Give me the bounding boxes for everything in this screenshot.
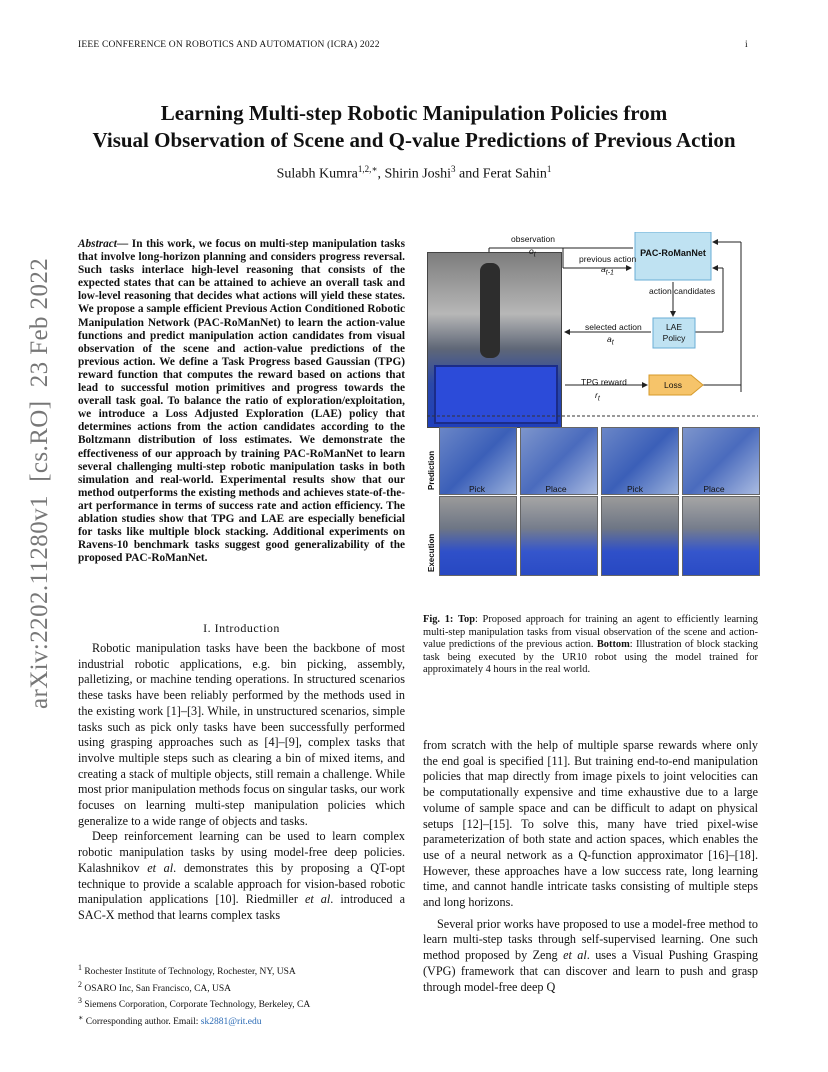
- author-affil: 1,2,∗: [357, 164, 378, 174]
- subscript: t: [533, 250, 536, 259]
- step-label: Place: [545, 484, 567, 494]
- text-run: . introduced a SAC-X method that learns complex tasks: [78, 892, 405, 922]
- author-affil: 3: [451, 164, 456, 174]
- abstract: [78, 238, 405, 565]
- execution-image: [520, 496, 598, 576]
- loss-label: Loss: [664, 380, 682, 390]
- text-run: Several prior works have proposed to use a model-free method to learn multi-step tasks through self-supervised learning. One such method proposed by Zeng: [423, 916, 758, 963]
- text-run: . uses a Visual Pushing Grasping (VPG) framework that can discover and learn to push and grasp through model-free deep Q: [423, 948, 759, 994]
- text-run: et al: [304, 892, 331, 907]
- abstract-text: — In this work, we focus on multi-step manipulation tasks that involve long-horizon planning and considers progress reversal. Such tasks interlace high-level reasoning that consists of the expected states that can be attained to achieve an overall task and low-level reasoning that decides what actions will yield these states. We propose a sample efficient Previous Action Conditioned Robotic Manipulation Network (PAC-RoManNet) to learn the action-value functions and predict manipulation action candidates from visual observation of the scene and action-value predictions of the previous action. We define a Task Progress based Gaussian (TPG) reward function that computes the reward based on actions that lead to successful motion primitives and progress towards the overall task goal. To balance the ratio of exploration/exploitation, we introduce a Loss Adjusted Exploration (LAE) policy that determines actions from the action candidates according to the Boltzmann distribution of loss estimates. We demonstrate the effectiveness of our approach by training PAC-RoManNet to learn several challenging multi-step robotic manipulation tasks in both simulation and real-world. Experimental results show that our method outperforms the existing methods and achieves state-of-the-art performance in terms of success rate and action efficiency. The ablation studies show that TPG and LAE are especially beneficial for tasks like multiple block stacking. Additional experiments on Ravens-10 benchmark tasks suggest good generalizability of the proposed PAC-RoManNet.: [78, 238, 405, 565]
- author-name: Sulabh Kumra: [276, 166, 358, 182]
- running-header: IEEE CONFERENCE ON ROBOTICS AND AUTOMATION (ICRA) 2022: [78, 40, 380, 50]
- footnote: [78, 1012, 405, 1029]
- execution-image: [601, 496, 679, 576]
- figure-1: [423, 232, 760, 608]
- execution-label: Execution: [427, 533, 436, 572]
- paragraph: from scratch with the help of multiple sparse rewards where only the end goal is specified [11]. But training end-to-end manipulation policies that map directly from image pixels to joint velocities can be computationally expensive and time exhaustive due to a large volume of sample space and can be difficult to adapt on physical setups [12]–[15]. To solve this, many have tried pixel-wise parameterization of both state and action spaces, which enables the use of a neural network as a Q-function approximator [16]–[18]. However, these approaches have a low success rate, long learning time, and cannot handle intricate tasks consisting of multiple steps and long horizons.: [423, 738, 758, 910]
- author-sep: ,: [377, 166, 385, 182]
- symbol: r: [595, 390, 598, 400]
- subscript: t: [611, 338, 614, 347]
- symbol: a: [601, 264, 606, 274]
- step-label: Place: [703, 484, 725, 494]
- caption-text: : Illustration of block stacking task being executed by the UR10 robot using the model trained for approximately 4 hours in the real world.: [423, 639, 758, 676]
- caption-top-label: Top: [458, 614, 475, 625]
- symbol: o: [529, 246, 534, 256]
- execution-image: [682, 496, 760, 576]
- footnote-mark: 3: [78, 996, 82, 1006]
- title-line-1: Learning Multi-step Robotic Manipulation Policies from: [160, 101, 668, 125]
- section-heading: I. Introduction: [203, 621, 280, 635]
- footnote: [78, 962, 405, 979]
- prediction-label: Prediction: [427, 450, 436, 490]
- footnote-mark: ∗: [78, 1012, 84, 1022]
- pac-romannet-label: PAC-RoManNet: [640, 248, 706, 258]
- author-name: Shirin Joshi: [384, 166, 452, 182]
- author-name: Ferat Sahin: [482, 166, 547, 182]
- r-t-label: [595, 390, 600, 403]
- o-t-label: [529, 246, 536, 259]
- footnote: [78, 979, 405, 996]
- paper-title: [40, 100, 788, 154]
- footnotes: [78, 962, 405, 1029]
- paragraph: Robotic manipulation tasks have been the backbone of most industrial robotic applications, e.g. bin picking, assembly, palletizing, or machine tending operations. In structured scenarios these tasks have been reliably performed by the methods used in the existing work [1]–[3]. While, in unstructured scenarios, simple tasks such as pick only tasks have been successfully performed using grasping approaches such as [4]–[9], complex tasks that involve multiple steps such as clearing a bin of mixed items, and creating a stack of multiple objects, still remain a challenge. While most prior manipulation methods focus on singular tasks, our work focuses on learning multi-step manipulation policies which generalize to a wide range of objects and tasks.: [78, 641, 405, 828]
- footnote-mark: 2: [78, 979, 82, 989]
- lae-policy-label: [653, 322, 695, 344]
- tpg-reward-label: TPG reward: [581, 377, 627, 387]
- text-run: . demonstrates this by proposing a QT-opt technique to provide a scalable approach for vision-based robotic manipulation applications [10]. Riedmiller: [78, 860, 405, 907]
- abstract-label: Abstract: [78, 238, 117, 250]
- action-candidates-label: action candidates: [649, 286, 716, 296]
- subscript: t: [597, 394, 600, 403]
- execution-image: [439, 496, 517, 576]
- email-link[interactable]: sk2881@rit.edu: [200, 1017, 262, 1028]
- footnote-text: Rochester Institute of Technology, Rochester, NY, USA: [84, 967, 296, 978]
- observation-label: observation: [511, 234, 555, 244]
- title-line-2: Visual Observation of Scene and Q-value Predictions of Previous Action: [92, 128, 736, 152]
- paragraph: [78, 829, 405, 923]
- footnote-text: Corresponding author. Email:: [85, 1017, 201, 1028]
- footnote-mark: 1: [78, 963, 82, 972]
- caption-bottom-label: Bottom: [596, 639, 630, 651]
- caption-text: : Proposed approach for training an agent to efficiently learning multi-step manipulation tasks from visual observation of the scene and action-value predictions of the previous action.: [423, 614, 758, 651]
- author-sep: and: [455, 166, 483, 182]
- a-prev-label: [601, 264, 614, 277]
- footnote-text: Siemens Corporation, Corporate Technology, Berkeley, CA: [84, 1000, 311, 1011]
- page-number: i: [745, 40, 748, 50]
- text-run: Deep reinforcement learning can be used to learn complex robotic manipulation tasks by using model-free deep policies. Kalashnikov: [78, 829, 405, 875]
- label-line: Policy: [662, 333, 686, 343]
- step-label: Pick: [468, 484, 486, 494]
- arxiv-stamp: arXiv:2202.11280v1 [cs.RO] 23 Feb 2022: [26, 257, 53, 709]
- caption-fig-label: Fig. 1:: [423, 614, 454, 625]
- a-t-label: [607, 334, 614, 347]
- footnote: [78, 995, 405, 1012]
- figure-caption: [423, 614, 758, 677]
- author-affil: 1: [546, 164, 552, 174]
- previous-action-label: previous action: [579, 254, 637, 264]
- execution-row: [439, 496, 760, 576]
- right-column-text: [423, 738, 758, 1001]
- text-run: et al: [563, 948, 587, 963]
- footnote-text: OSARO Inc, San Francisco, CA, USA: [84, 983, 232, 994]
- text-run: et al: [147, 860, 174, 875]
- symbol: a: [607, 334, 612, 344]
- paragraph: [423, 917, 758, 996]
- author-list: [40, 164, 788, 183]
- step-label: Pick: [626, 484, 644, 494]
- intro-text: [78, 641, 405, 924]
- selected-action-label: selected action: [585, 322, 642, 332]
- subscript: t-1: [605, 268, 614, 277]
- label-line: LAE: [665, 322, 683, 332]
